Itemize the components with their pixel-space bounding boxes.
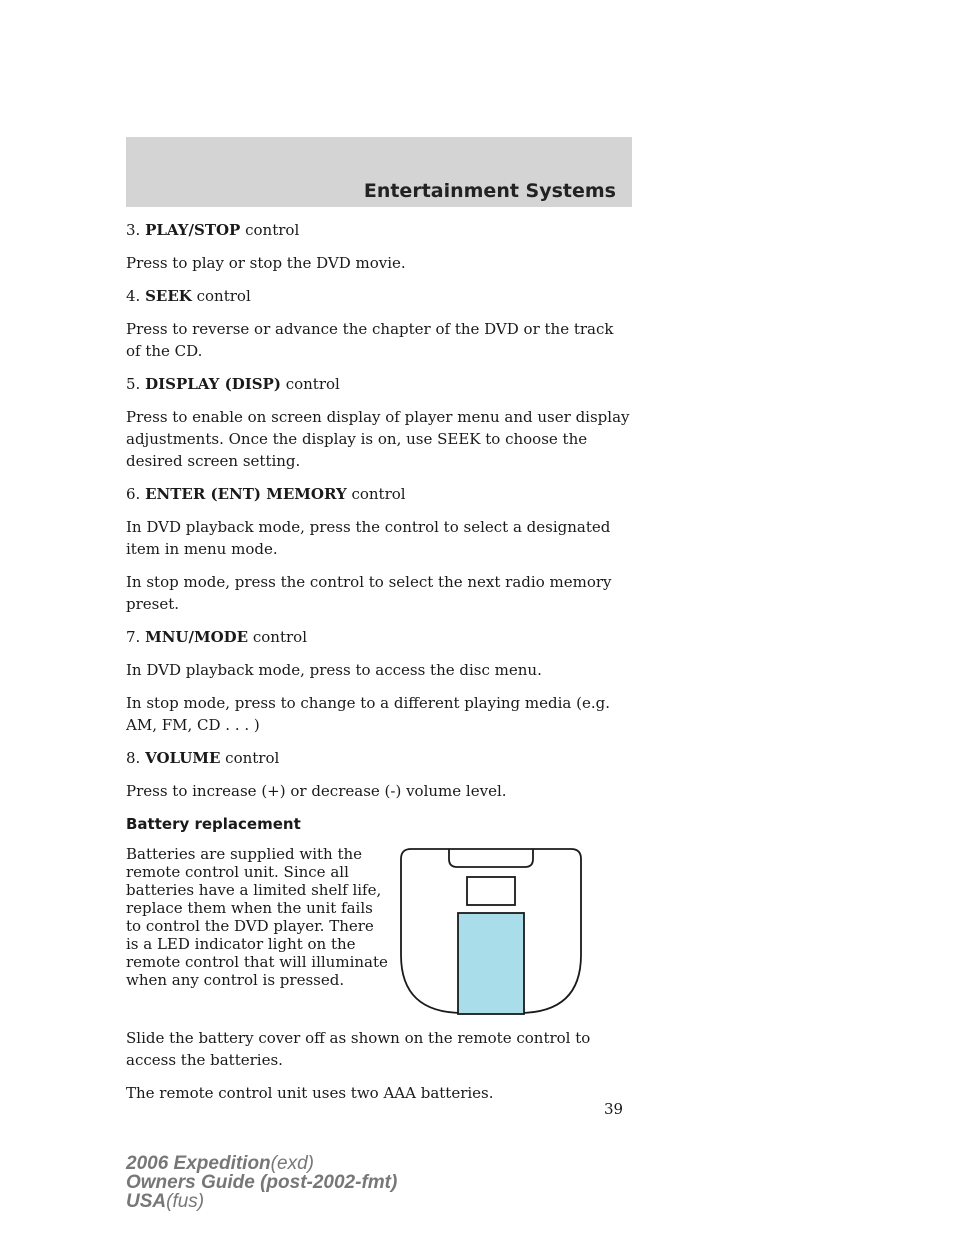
control-item-6 (126, 483, 632, 615)
item-description: In stop mode, press to change to a different playing media (e.g. AM, FM, CD . . . ) (126, 694, 610, 734)
footer-guide-line: Owners Guide (post-2002-fmt) (126, 1172, 398, 1193)
remote-battery-cover-illustration (399, 847, 583, 1015)
page-number: 39 (604, 1100, 624, 1118)
control-item-5 (126, 373, 632, 472)
item-heading: 7. MNU/MODE control (126, 628, 307, 646)
battery-cover (458, 913, 524, 1014)
item-heading: 4. SEEK control (126, 287, 251, 305)
item-description: In stop mode, press the control to select the next radio memory preset. (126, 573, 612, 613)
item-description: Press to play or stop the DVD movie. (126, 254, 406, 272)
footer-model-line: 2006 Expedition(exd) (126, 1153, 314, 1174)
led-window (467, 877, 515, 905)
battery-section (126, 845, 632, 1015)
item-description: Press to increase (+) or decrease (-) volume level. (126, 782, 507, 800)
control-item-3 (126, 219, 632, 274)
control-item-7 (126, 626, 632, 736)
item-heading: 8. VOLUME control (126, 749, 280, 767)
item-description: Press to reverse or advance the chapter of the DVD or the track of the CD. (126, 320, 614, 360)
item-description: In DVD playback mode, press to access the disc menu. (126, 661, 542, 679)
remote-top-notch (449, 849, 533, 867)
battery-heading: Battery replacement (126, 815, 301, 833)
control-item-4 (126, 285, 632, 362)
control-item-8 (126, 747, 632, 802)
item-description: In DVD playback mode, press the control to select a designated item in menu mode. (126, 518, 611, 558)
header-band (126, 137, 632, 207)
item-heading: 5. DISPLAY (DISP) control (126, 375, 340, 393)
battery-description: Batteries are supplied with the remote control unit. Since all batteries have a limited shelf life, replace them when the unit fails to control the DVD player. There is a LED indicator light on the remote control that will illuminate when any control is pressed. (126, 845, 388, 989)
item-description: Press to enable on screen display of player menu and user display adjustments. Once the display is on, use SEEK to choose the desired screen setting. (126, 408, 630, 470)
section-title: Entertainment Systems (363, 180, 616, 202)
item-heading: 3. PLAY/STOP control (126, 221, 300, 239)
battery-instruction: Slide the battery cover off as shown on the remote control to access the batteries. (126, 1029, 591, 1069)
item-heading: 6. ENTER (ENT) MEMORY control (126, 485, 406, 503)
footer-region-line: USA(fus) (126, 1191, 205, 1212)
footer (126, 1154, 397, 1211)
page-content (126, 219, 632, 1115)
battery-type: The remote control unit uses two AAA batteries. (126, 1084, 494, 1102)
